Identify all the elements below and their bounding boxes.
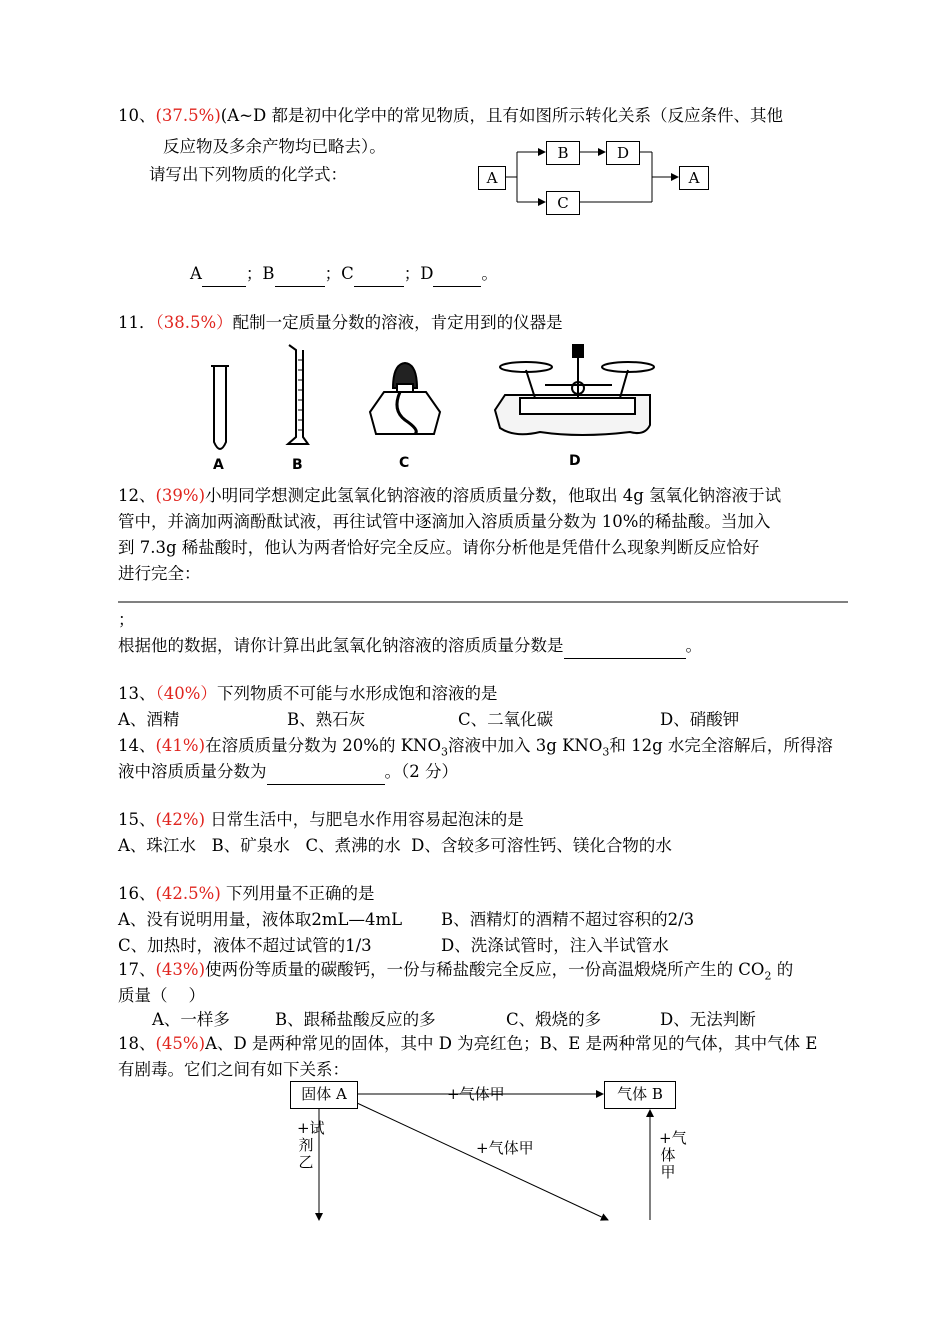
q10-answer-end: 。 [481,264,498,283]
q15-rate: (42%) [155,810,206,829]
q15-options: A、珠江水 B、矿泉水 C、煮沸的水 D、含较多可溶性钙、镁化合物的水 [118,836,672,855]
q14-end: 。（2 分） [384,762,458,781]
q15-line [118,808,524,832]
q10-line3: 请写出下列物质的化学式： [149,165,347,184]
q17-line1 [118,958,793,988]
q18-number: 18、 [118,1034,156,1053]
q12-line1 [118,484,781,508]
q10-answer-d-label: ；D [403,264,434,283]
q14-text-1b: 溶液中加入 3g KNO [448,736,603,755]
alcohol-lamp-icon [370,363,440,434]
q12-line3: 到 7.3g 稀盐酸时，他认为两者恰好完全反应。请你分析他是凭借什么现象判断反应恰好 [118,538,760,557]
q10-flow-lines [505,152,678,202]
q10-text-1: (A~D 都是初中化学中的常见物质，且有如图所示转化关系（反应条件、其他 [220,106,783,125]
q18-label-diagonal: +气体甲 [476,1139,534,1157]
q10-rate: (37.5%) [155,106,221,125]
q14-text-1c: 和 12g 水完全溶解后，所得溶 [609,736,833,755]
test-tube-icon [211,366,229,449]
q17-number: 17、 [118,960,156,979]
q17-line2: 质量（ ） [118,986,205,1005]
q18-line1 [118,1032,817,1056]
q17-option-a: A、一样多 [152,1010,230,1029]
q12-semicolon: ； [118,610,135,629]
q16-text: 下列用量不正确的是 [220,884,375,903]
q10-answer-b-blank[interactable] [275,262,325,287]
q10-answer-c-label: ；C [324,264,354,283]
q14-text-2: 液中溶质质量分数为 [118,762,267,781]
q12-text-5: 根据他的数据，请你计算出此氢氧化钠溶液的溶质质量分数是 [118,636,564,655]
q10-answer-a-label: A [190,264,202,283]
balance-scale-icon [495,345,654,435]
q14-sub-1: 3 [441,745,449,759]
q12-end: 。 [685,636,702,655]
q13-text: 下列物质不可能与水形成饱和溶液的是 [216,684,498,703]
q15-text: 日常生活中，与肥皂水作用容易起泡沫的是 [205,810,524,829]
q15-number: 15、 [118,810,156,829]
q13-option-a: A、酒精 [118,710,180,729]
q10-box-a-end: A [679,166,709,190]
q18-box-solid-a: 固体 A [290,1081,358,1109]
q12-rate: (39%) [155,486,206,505]
q14-line2 [118,760,458,785]
q11-rate: （38.5%） [155,313,233,332]
q10-answer-b-label: ；B [245,264,275,283]
q10-box-a-start: A [478,166,506,190]
q16-option-d: D、洗涤试管时，注入半试管水 [441,936,669,955]
q12-line4: 进行完全： [118,564,201,583]
q18-rate: (45%) [155,1034,206,1053]
q13-line [118,682,497,706]
q12-number: 12、 [118,486,156,505]
q16-option-a: A、没有说明用量，液体取2mL—4mL [118,910,403,929]
q12-answer-blank[interactable] [564,634,686,659]
q10-box-c: C [546,191,580,215]
q10-answer-a-blank[interactable] [202,262,246,287]
q13-number: 13、 [118,684,156,703]
q18-text-1: A、D 是两种常见的固体，其中 D 为亮红色；B、E 是两种常见的气体，其中气体 E [205,1034,818,1053]
q17-text-1a: 使两份等质量的碳酸钙，一份与稀盐酸完全反应，一份高温煅烧所产生的 CO [205,960,765,979]
q17-text-1b: 的 [771,960,794,979]
q11-label-d: D [569,453,581,469]
q10-answer-d-blank[interactable] [433,262,481,287]
q16-rate: (42.5%) [155,884,221,903]
q18-label-top: +气体甲 [447,1085,505,1103]
q16-line [118,882,375,906]
q18-line2: 有剧毒。它们之间有如下关系： [118,1060,349,1079]
q14-answer-blank[interactable] [267,760,385,785]
q14-rate: (41%) [155,736,206,755]
q16-option-c: C、加热时，液体不超过试管的1/3 [118,936,372,955]
q16-number: 16、 [118,884,156,903]
q14-sub-2: 3 [602,745,610,759]
q11-number: 11． [118,313,156,332]
q10-answer-c-blank[interactable] [354,262,404,287]
q13-option-b: B、熟石灰 [287,710,366,729]
q12-text-1: 小明同学想测定此氢氧化钠溶液的溶质质量分数，他取出 4g 氢氧化钠溶液于试 [205,486,782,505]
q10-box-b: B [546,141,580,165]
q13-rate: （40%） [155,684,217,703]
q11-line [118,311,563,335]
q14-number: 14、 [118,736,156,755]
q10-line2: 反应物及多余产物均已略去）。 [163,137,386,156]
q12-line2: 管中，并滴加两滴酚酞试液，再往试管中逐滴加入溶质质量分数为 10%的稀盐酸。当加入 [118,512,771,531]
q18-label-right: +气体甲 [659,1129,687,1181]
q10-number: 10、 [118,106,156,125]
q11-label-b: B [292,457,303,473]
q18-box-gas-b: 气体 B [604,1081,676,1109]
q12-line5 [118,634,702,659]
q10-box-d: D [606,141,640,165]
q17-option-d: D、无法判断 [660,1010,756,1029]
q13-option-c: C、二氧化碳 [458,710,554,729]
q17-option-b: B、跟稀盐酸反应的多 [275,1010,436,1029]
q18-label-left: +试剂乙 [297,1119,325,1171]
q17-rate: (43%) [155,960,206,979]
q11-label-a: A [213,457,224,473]
q10-answers [190,262,498,287]
q17-option-c: C、煅烧的多 [506,1010,602,1029]
q14-text-1a: 在溶质质量分数为 20%的 KNO [205,736,442,755]
q17-sub: 2 [764,969,772,983]
measuring-cylinder-icon [288,345,308,444]
q11-text: 配制一定质量分数的溶液，肯定用到的仪器是 [232,313,563,332]
q11-label-c: C [399,455,410,471]
q16-option-b: B、酒精灯的酒精不超过容积的2/3 [441,910,695,929]
q13-option-d: D、硝酸钾 [660,710,740,729]
